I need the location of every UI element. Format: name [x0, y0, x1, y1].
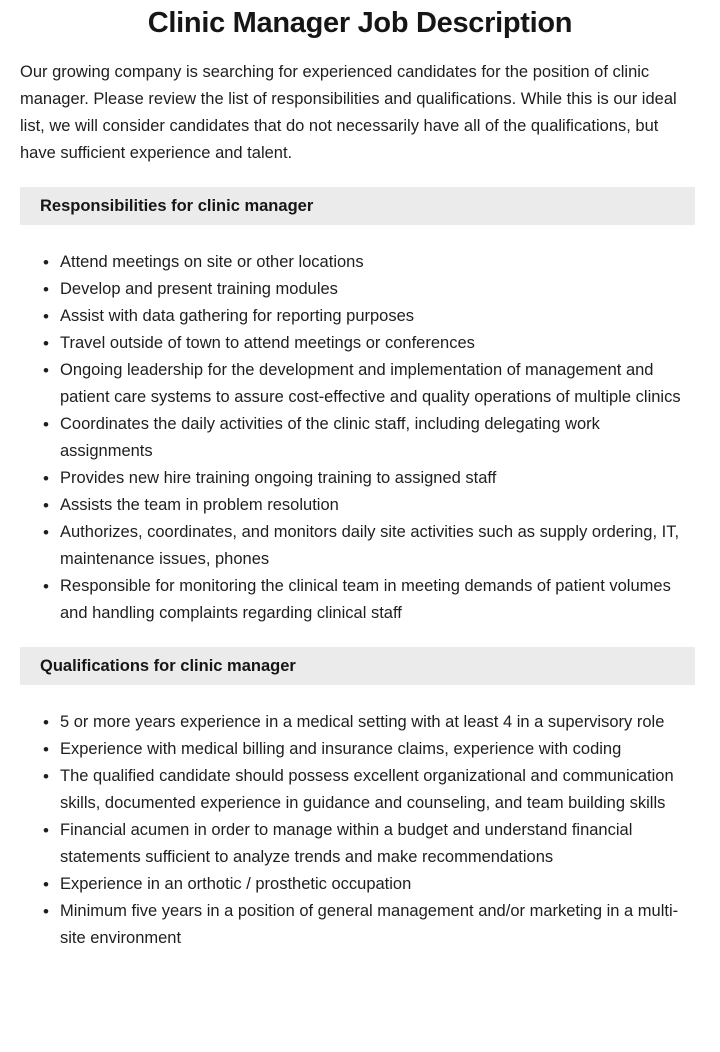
- responsibilities-list: [0, 249, 695, 627]
- list-item: • Ongoing leadership for the development and implementation of management and patient care systems to assure cost-effective and quality operations of multiple clinics: [60, 357, 695, 411]
- list-item: • Develop and present training modules: [60, 276, 695, 303]
- list-item: • Provides new hire training ongoing training to assigned staff: [60, 465, 695, 492]
- section-heading-label: Responsibilities for clinic manager: [40, 196, 314, 215]
- qualifications-list: [0, 709, 695, 952]
- list-item: • Experience in an orthotic / prosthetic occupation: [60, 871, 695, 898]
- list-item: • Financial acumen in order to manage within a budget and understand financial statements sufficient to analyze trends and make recommendations: [60, 817, 695, 871]
- list-item: • 5 or more years experience in a medical setting with at least 4 in a supervisory role: [60, 709, 695, 736]
- page-title: Clinic Manager Job Description: [147, 7, 573, 39]
- list-item: • Assist with data gathering for reporting purposes: [60, 303, 695, 330]
- list-item: • Authorizes, coordinates, and monitors daily site activities such as supply ordering, IT, maintenance issues, phones: [60, 519, 695, 573]
- intro-paragraph: Our growing company is searching for experienced candidates for the position of clinic manager. Please review the list of responsibilities and qualifications. While this is our ideal list, we will consider candidates that do not necessarily have all of the qualifications, but have sufficient experience and talent.: [20, 63, 677, 162]
- list-item: • Responsible for monitoring the clinical team in meeting demands of patient volumes and handling complaints regarding clinical staff: [60, 573, 695, 627]
- list-item: • Coordinates the daily activities of the clinic staff, including delegating work assignments: [60, 411, 695, 465]
- list-item: • Travel outside of town to attend meetings or conferences: [60, 330, 695, 357]
- list-item: • Experience with medical billing and insurance claims, experience with coding: [60, 736, 695, 763]
- section-header-responsibilities: [20, 187, 695, 225]
- section-heading-label: Qualifications for clinic manager: [40, 656, 296, 675]
- list-item: • Assists the team in problem resolution: [60, 492, 695, 519]
- list-item: • Minimum five years in a position of general management and/or marketing in a multi-site environment: [60, 898, 695, 952]
- list-item: • The qualified candidate should possess excellent organizational and communication skills, documented experience in guidance and counseling, and team building skills: [60, 763, 695, 817]
- section-header-qualifications: [20, 647, 695, 685]
- list-item: • Attend meetings on site or other locations: [60, 249, 695, 276]
